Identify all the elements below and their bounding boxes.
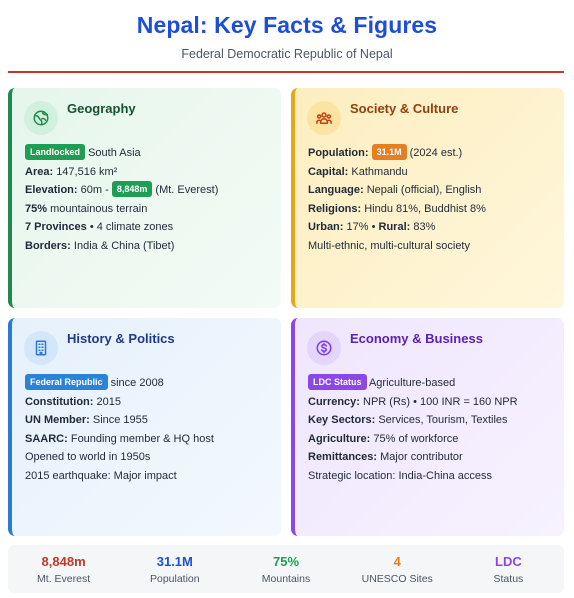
ldc-row <box>308 374 552 393</box>
constitution-row <box>25 393 269 412</box>
building-icon <box>24 331 58 365</box>
un-value: Since 1955 <box>92 414 148 427</box>
elevation-label: Elevation: <box>25 184 78 197</box>
urban-label: Urban: <box>308 221 344 234</box>
rural-label: Rural: <box>378 221 411 234</box>
area-value: 147,516 km² <box>56 165 118 178</box>
landlocked-badge: Landlocked <box>25 144 85 160</box>
stat-label: Mountains <box>261 573 311 585</box>
society-card <box>291 88 564 308</box>
agriculture-row <box>308 430 552 449</box>
opened-row: Opened to world in 1950s <box>25 451 151 464</box>
stat-everest <box>8 545 119 593</box>
sectors-row <box>308 411 552 430</box>
capital-value: Kathmandu <box>351 165 408 178</box>
sectors-label: Key Sectors: <box>308 414 376 427</box>
constitution-label: Constitution: <box>25 395 94 408</box>
stat-label: UNESCO Sites <box>361 573 433 585</box>
terrain-pct: 75% <box>25 202 48 215</box>
remittances-value: Major contributor <box>380 451 463 464</box>
society-title: Society & Culture <box>350 101 459 116</box>
stat-label: Status <box>493 573 524 585</box>
saarc-value: Founding member & HQ host <box>70 432 214 445</box>
remittances-row <box>308 448 552 467</box>
republic-row <box>25 374 269 393</box>
republic-since: since 2008 <box>110 377 164 389</box>
currency-value: NPR (Rs) • 100 INR = 160 NPR <box>363 395 518 408</box>
society-note-row: Multi-ethnic, multi-cultural society <box>308 239 470 252</box>
people-icon <box>307 101 341 135</box>
borders-label: Borders: <box>25 239 71 252</box>
language-value: Nepali (official), English <box>366 184 482 197</box>
rural-value: 83% <box>413 221 436 234</box>
borders-row <box>25 237 269 256</box>
ldc-badge: LDC Status <box>308 374 367 390</box>
language-label: Language: <box>308 184 364 197</box>
area-row <box>25 163 269 182</box>
stat-value: 31.1M <box>156 554 193 569</box>
page-title: Nepal: Key Facts & Figures <box>136 12 438 38</box>
ldc-note: Agriculture-based <box>368 377 456 389</box>
religions-label: Religions: <box>308 202 362 215</box>
stat-value: 75% <box>272 554 300 569</box>
strategic-row: Strategic location: India-China access <box>308 469 493 482</box>
population-label: Population: <box>308 147 369 159</box>
page-header <box>0 0 574 61</box>
population-note: (2024 est.) <box>409 147 463 159</box>
constitution-value: 2015 <box>96 395 121 408</box>
area-label: Area: <box>25 165 54 178</box>
economy-card <box>291 318 564 536</box>
sectors-value: Services, Tourism, Textiles <box>378 414 508 427</box>
earthquake-row: 2015 earthquake: Major impact <box>25 469 177 482</box>
stat-label: Mt. Everest <box>37 573 91 585</box>
elevation-min: 60m - <box>80 184 109 197</box>
remittances-label: Remittances: <box>308 451 378 464</box>
agriculture-value: 75% of workforce <box>373 432 459 445</box>
religions-row <box>308 200 552 219</box>
dollar-icon <box>307 331 341 365</box>
stat-mountains <box>230 545 341 593</box>
economy-title: Economy & Business <box>350 331 483 346</box>
un-label: UN Member: <box>25 414 90 427</box>
globe-icon <box>24 101 58 135</box>
borders-value: India & China (Tibet) <box>73 239 175 252</box>
stat-unesco <box>342 545 453 593</box>
currency-row <box>308 393 552 412</box>
stat-value: LDC <box>495 554 522 569</box>
un-row <box>25 411 269 430</box>
capital-row <box>308 163 552 182</box>
history-card <box>8 318 281 536</box>
capital-label: Capital: <box>308 165 349 178</box>
stat-value: 4 <box>393 554 401 569</box>
elevation-badge: 8,848m <box>112 181 153 197</box>
federal-republic-badge: Federal Republic <box>25 374 108 390</box>
agriculture-label: Agriculture: <box>308 432 371 445</box>
urban-rural-row <box>308 218 552 237</box>
saarc-row <box>25 430 269 449</box>
terrain-row <box>25 200 269 219</box>
religions-value: Hindu 81%, Buddhist 8% <box>364 202 486 215</box>
region-text: South Asia <box>88 147 141 159</box>
stat-status <box>453 545 564 593</box>
provinces-count: 7 Provinces <box>25 221 87 234</box>
provinces-row <box>25 218 269 237</box>
population-badge: 31.1M <box>372 144 407 160</box>
elevation-note: (Mt. Everest) <box>155 184 219 197</box>
geography-title: Geography <box>67 101 136 116</box>
stat-population <box>119 545 230 593</box>
urban-value: 17% • <box>346 221 376 234</box>
geography-card <box>8 88 281 308</box>
geography-region-row <box>25 144 269 163</box>
stat-value: 8,848m <box>41 554 86 569</box>
currency-label: Currency: <box>308 395 360 408</box>
language-row <box>308 181 552 200</box>
header-divider <box>8 71 564 73</box>
elevation-row <box>25 181 269 200</box>
population-row <box>308 144 552 163</box>
saarc-label: SAARC: <box>25 432 68 445</box>
history-title: History & Politics <box>67 331 175 346</box>
terrain-text: mountainous terrain <box>50 202 148 215</box>
stat-label: Population <box>149 573 200 585</box>
provinces-text: • 4 climate zones <box>89 221 174 234</box>
page-subtitle: Federal Democratic Republic of Nepal <box>181 47 393 61</box>
stats-bar <box>8 545 564 593</box>
